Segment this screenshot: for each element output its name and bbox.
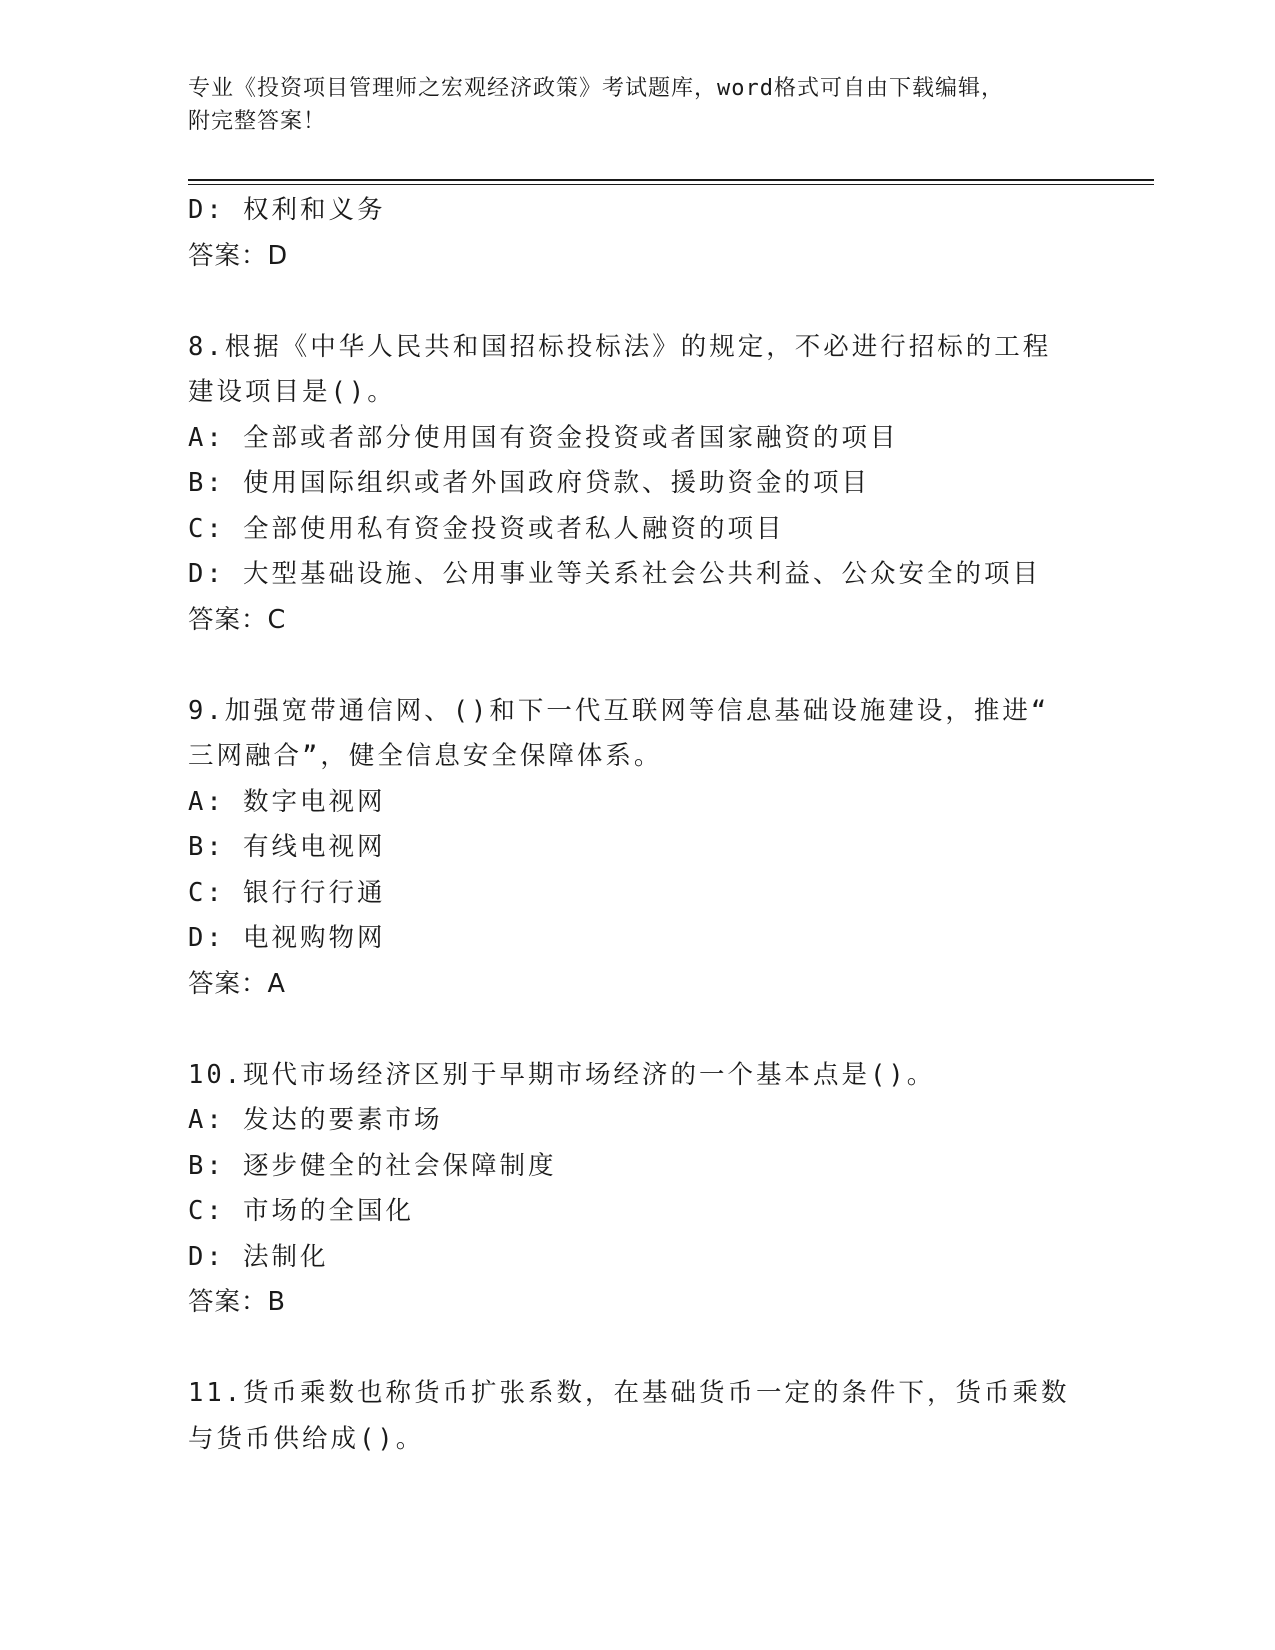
option-c: C: 市场的全国化 — [188, 1196, 415, 1226]
option-d: D: 法制化 — [188, 1241, 329, 1272]
option-a: A: 数字电视网 — [188, 786, 386, 817]
option-b: B: 有线电视网 — [188, 832, 386, 862]
answer: 答案：C — [188, 604, 287, 635]
option-c: C: 全部使用私有资金投资或者私人融资的项目 — [188, 513, 785, 544]
question-11 — [188, 1371, 1088, 1462]
question-text: 10.现代市场经济区别于早期市场经济的一个基本点是()。 — [188, 1059, 936, 1090]
question-10 — [188, 1053, 1088, 1326]
document-header — [188, 72, 1068, 138]
question-text: 与货币供给成()。 — [188, 1423, 425, 1454]
question-8 — [188, 325, 1088, 644]
question-text: 8.根据《中华人民共和国招标投标法》的规定，不必进行招标的工程 — [188, 331, 1052, 362]
question-list — [188, 188, 1088, 1462]
option-b: B: 使用国际组织或者外国政府贷款、援助资金的项目 — [188, 468, 871, 498]
question-text: 9.加强宽带通信网、()和下一代互联网等信息基础设施建设，推进“ — [188, 695, 1050, 726]
header-divider-thick — [188, 179, 1154, 181]
option-d: D: 电视购物网 — [188, 923, 386, 953]
header-line-1: 专业《投资项目管理师之宏观经济政策》考试题库，word格式可自由下载编辑， — [188, 76, 1004, 101]
option-a: A: 全部或者部分使用国有资金投资或者国家融资的项目 — [188, 422, 899, 453]
header-divider-thin — [188, 184, 1154, 185]
option-d: D: 权利和义务 — [188, 195, 386, 225]
option-d: D: 大型基础设施、公用事业等关系社会公共利益、公众安全的项目 — [188, 559, 1042, 589]
question-text: 建设项目是()。 — [188, 377, 396, 407]
question-9 — [188, 689, 1088, 1008]
option-b: B: 逐步健全的社会保障制度 — [188, 1150, 557, 1181]
header-line-2: 附完整答案！ — [188, 109, 327, 134]
option-a: A: 发达的要素市场 — [188, 1105, 443, 1135]
question-text: 三网融合”，健全信息安全保障体系。 — [188, 741, 663, 771]
answer: 答案：D — [188, 240, 289, 271]
answer: 答案：B — [188, 1287, 286, 1317]
question-text: 11.货币乘数也称货币扩张系数，在基础货币一定的条件下，货币乘数 — [188, 1378, 1070, 1408]
answer: 答案：A — [188, 968, 286, 999]
option-c: C: 银行行行通 — [188, 877, 386, 908]
